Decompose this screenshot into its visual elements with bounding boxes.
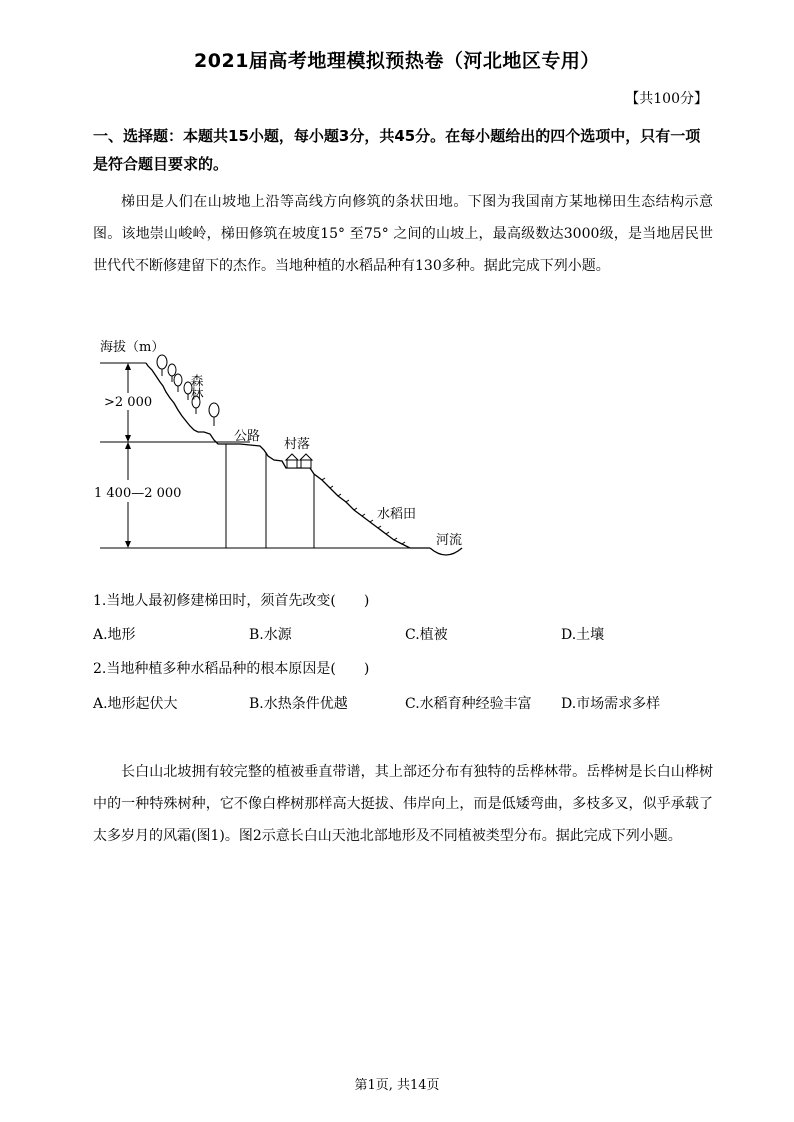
q1-option-a[interactable]: A.地形 bbox=[93, 627, 136, 643]
forest-label: 森林 bbox=[187, 374, 203, 400]
q1-option-c[interactable]: C.植被 bbox=[405, 627, 448, 643]
q2-option-b[interactable]: B.水热条件优越 bbox=[249, 696, 348, 712]
village-houses-icon bbox=[286, 454, 312, 468]
total-score: 【共100分】 bbox=[625, 91, 708, 107]
terrace-diagram bbox=[90, 330, 490, 570]
paddy-label: 水稻田 bbox=[377, 507, 417, 522]
road-label: 公路 bbox=[234, 429, 261, 444]
q1-option-d[interactable]: D.土壤 bbox=[561, 627, 605, 643]
river-channel bbox=[430, 548, 462, 555]
q2-option-c[interactable]: C.水稻育种经验丰富 bbox=[405, 696, 532, 712]
q1-option-b[interactable]: B.水源 bbox=[249, 627, 292, 643]
diagram-axis-label: 海拔（m） bbox=[100, 340, 165, 355]
band-low-label: 1 400—2 000 bbox=[94, 486, 182, 501]
page-footer: 第1页, 共14页 bbox=[354, 1078, 440, 1093]
q2-option-a[interactable]: A.地形起伏大 bbox=[93, 696, 178, 712]
village-label: 村落 bbox=[284, 437, 311, 452]
question-1: 1.当地人最初修建梯田时，须首先改变( ) bbox=[93, 593, 370, 609]
q2-option-d[interactable]: D.市场需求多样 bbox=[561, 696, 661, 712]
page-title: 2021届高考地理模拟预热卷（河北地区专用） bbox=[194, 50, 600, 72]
passage-terraces: 梯田是人们在山坡地上沿等高线方向修筑的条状田地。下图为我国南方某地梯田生态结构示意图。该地崇山峻岭，梯田修筑在坡度15° 至75° 之间的山坡上，最高级数达3000级，是当地居民世世代代不断修建留下的杰作。当地种植的水稻品种有130多种。据此完成下列小题。 bbox=[93, 194, 713, 274]
band-high-label: >2 000 bbox=[104, 395, 153, 410]
section-heading: 一、选择题：本题共15小题，每小题3分，共45分。在每小题给出的四个选项中，只有一项是符合题目要求的。 bbox=[93, 127, 701, 173]
river-label: 河流 bbox=[436, 533, 463, 548]
passage-changbai: 长白山北坡拥有较完整的植被垂直带谱，其上部还分布有独特的岳桦林带。岳桦树是长白山桦树中的一种特殊树种，它不像白桦树那样高大挺拔、伟岸向上，而是低矮弯曲，多枝多叉，似乎承载了太多岁月的风霜(图1)。图2示意长白山天池北部地形及不同植被类型分布。据此完成下列小题。 bbox=[93, 764, 713, 844]
question-2: 2.当地种植多种水稻品种的根本原因是( ) bbox=[93, 661, 370, 677]
